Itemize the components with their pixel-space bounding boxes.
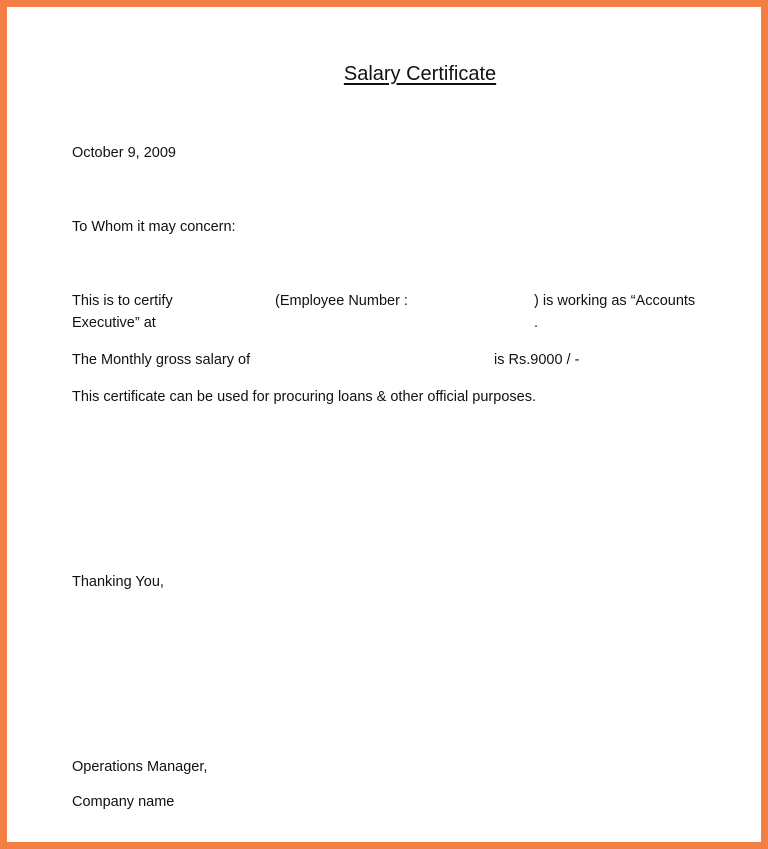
salary-amount: is Rs.9000 / - [494,352,580,368]
certificate-title: Salary Certificate [343,63,497,85]
salutation: To Whom it may concern: [72,219,236,235]
working-as-text: ) is working as “Accounts [534,293,696,309]
salary-lead-text: The Monthly gross salary of [72,352,251,368]
employee-number-label: (Employee Number : [275,293,408,309]
certify-lead-text: This is to certify [72,293,173,309]
purpose-statement: This certificate can be used for procuring loans & other official purposes. [72,389,536,405]
signatory-title: Operations Manager, [72,759,208,775]
closing-text: Thanking You, [72,574,164,590]
company-name: Company name [72,794,175,810]
certificate-date: October 9, 2009 [72,145,176,161]
designation-continuation: Executive” at [72,315,156,331]
sentence-end-period: . [534,315,539,331]
